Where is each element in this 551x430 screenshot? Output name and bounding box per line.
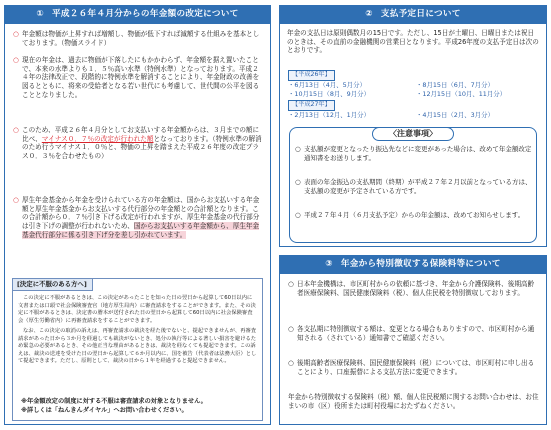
appeal-notice-title: [決定に不服のある方へ] — [13, 279, 93, 291]
withholding-header — [280, 256, 546, 274]
schedule-date: ・4月15日（2月、3月分） — [416, 110, 494, 119]
schedule-intro: 年金の支払日は原則偶数月の15日です。ただし、15日が土曜日、日曜日または祝日のときは、その直前の金融機関の営業日となります。平成26年度の支払予定日は次のとおりです。 — [287, 29, 539, 55]
bullet-icon: ○ — [288, 325, 294, 333]
appeal-notice-box — [12, 278, 263, 421]
caution-item — [295, 211, 532, 220]
withholding-closing: 年金から特別徴収する保険料（税）額、個人住民税額に関するお問い合わせは、お住まいの市（区）役所または町村役場におたずねください。 — [288, 393, 539, 410]
paragraph-text: 年金額は物価が上昇すれば増額し、物価が低下すれば減額する仕組みを基本としております。（物価スライド） — [22, 30, 260, 47]
section-title: 年金から特別徴収する保険料等について — [340, 259, 501, 270]
footer-line: ※年金額改定の制度に対する不服は審査請求の対象となりません。 — [21, 398, 207, 405]
withholding-paragraph — [288, 325, 539, 342]
appeal-paragraph: この決定に不服があるときは、この決定があったことを知った日の翌日から起算して60日以内に文書または口頭で社会保険審査官（地方厚生局内）に審査請求をすることができます。また、その決定に不服があるときは、決定書の謄本が送付された日の翌日から起算して60日以内に社会保険審査会（厚生労働省内）に再審査請求をすることができます。 — [18, 295, 256, 324]
bullet-icon: ○ — [13, 30, 19, 38]
paragraph-text: 日本年金機構は、市区町村からの依頼に基づき、年金から介護保険料、後期高齢者医療保険料、国民健康保険料（税）、個人住民税を特別徴収しております。 — [297, 280, 535, 297]
schedule-row — [288, 81, 538, 90]
schedule-date: ・6月13日（4月、5月分） — [288, 80, 366, 89]
highlight-deduction: 国からお支払いする年金額から、厚生年金基金代行部分に係る引き下げ分を差し引かれています。 — [22, 222, 260, 239]
bullet-icon: ○ — [295, 145, 301, 153]
schedule-row — [288, 90, 538, 99]
bullet-icon: ○ — [288, 359, 294, 367]
year-tag: 【平成27年】 — [288, 100, 335, 111]
appeal-notice-footer — [21, 398, 258, 415]
paragraph-april-revision — [13, 126, 263, 161]
bullet-icon: ○ — [13, 196, 19, 204]
caution-text: 支払額が変更となったり振込先などに変更があった場合は、改めて年金額改定通知書をお送りします。 — [304, 145, 532, 162]
section-number: ③ — [325, 259, 333, 270]
paragraph-special-level — [13, 56, 263, 100]
section-title: 平成２６年４月分からの年金額の改定について — [51, 9, 239, 20]
section-number: ② — [365, 9, 373, 20]
caution-item — [295, 145, 532, 162]
right-column — [279, 5, 547, 425]
appeal-paragraph: なお、この決定の取消の訴えは、再審査請求の裁決を経た後でないと、提起できませんが、再審査請求があった日から３か月を経過しても裁決がないとき、処分の執行等による著しい損害を避けるため緊急の必要があるとき、その他正当な理由があるときは、裁決を経なくても提起できます。この訴えは、裁決の送達を受けた日の翌日から起算して６か月以内に、国を被告（代表者は法務大臣）として提起できます。ただし、原則として、裁決の日から１年を経過すると提起できません。 — [18, 328, 257, 365]
paragraph-pension-fund — [13, 196, 263, 240]
paragraph-text: 後期高齢者医療保険料、国民健康保険料（税）については、市区町村に申し出ることにより、口座振替による支払方法に変更できます。 — [297, 359, 535, 376]
paragraph-text — [13, 196, 263, 240]
text-part-a: このため、平成２６年４月分としてお支払いする年金額からは、３月までの額に比べ、 — [22, 126, 260, 143]
withholding-section — [279, 255, 547, 425]
footer-line: ※詳しくは「ねんきんダイヤル」へお問い合わせください。 — [21, 406, 188, 414]
caution-box — [289, 127, 537, 243]
year-tag: 【平成26年】 — [288, 70, 335, 81]
schedule-header — [280, 6, 546, 24]
bullet-icon: ○ — [13, 126, 19, 134]
paragraph-text — [13, 126, 263, 161]
bullet-icon: ○ — [295, 178, 301, 186]
text-part-a: 厚生年金基金から年金を受けられている方の年金額は、国からお支払いする年金額と厚生年金基金からお支払いする代行部分の年金額との合計額となります。この合計額から０．７％引き下げる改定が行われますが、厚生年金基金の代行部分は引き下げの調整が行われないため、 — [22, 196, 260, 231]
paragraph-text: 各支払期に特別徴収する額は、変更となる場合もありますので、市区町村から通知される（されている）通知書でご確認ください。 — [297, 325, 535, 342]
bullet-icon: ○ — [13, 56, 19, 64]
appeal-notice-body — [18, 295, 257, 369]
schedule-2014 — [288, 70, 538, 120]
schedule-row — [288, 111, 538, 120]
section-title: 支払予定日について — [380, 9, 461, 20]
withholding-paragraph — [288, 359, 539, 376]
schedule-date: ・10月15日（8月、9月分） — [288, 90, 370, 99]
withholding-paragraph — [288, 280, 539, 297]
revision-header — [5, 6, 270, 24]
revision-section — [4, 5, 271, 425]
schedule-date: ・12月15日（10月、11月分） — [416, 90, 507, 99]
paragraph-price-slide — [13, 30, 263, 47]
schedule-date: ・8月15日（6月、7月分） — [416, 80, 494, 89]
paragraph-text: 現在の年金は、過去に物価が下落したにもかかわらず、年金額を据え置いたことで、本来の水準よりも１．５％高い水準（特例水準）となっております。平成２４年の法律改正で、段階的に特例水準を解消することにより、年金財政の改善を図るとともに、将来の受給者となる若い世代にも考慮して、世代間の公平を図ることとなりました。 — [22, 56, 260, 99]
highlight-minus-rate: マイナス０．７％の改定が行われた額 — [41, 134, 154, 143]
schedule-date: ・2月13日（12月、1月分） — [288, 110, 370, 119]
caution-text: 表面の年金振込の支払期間（終期）が平成２７年２月以前となっている方は、支払額の変更が予定されている方です。 — [304, 178, 532, 195]
section-number: ① — [36, 9, 44, 20]
text-part-b: となっております。（特例水準の解消のため行うマイナス１．０％と、物価の上昇を踏まえた平成２６年度の改定プラス０．３％を合わせたもの） — [22, 134, 262, 161]
caution-text: 平成２７年４月（６月支払予定）からの年金額は、改めてお知らせします。 — [304, 211, 525, 219]
bullet-icon: ○ — [295, 211, 301, 219]
bullet-icon: ○ — [288, 280, 294, 288]
caution-title: 〈注意事項〉 — [372, 127, 454, 141]
payment-schedule-section — [279, 5, 547, 247]
caution-item — [295, 178, 532, 195]
